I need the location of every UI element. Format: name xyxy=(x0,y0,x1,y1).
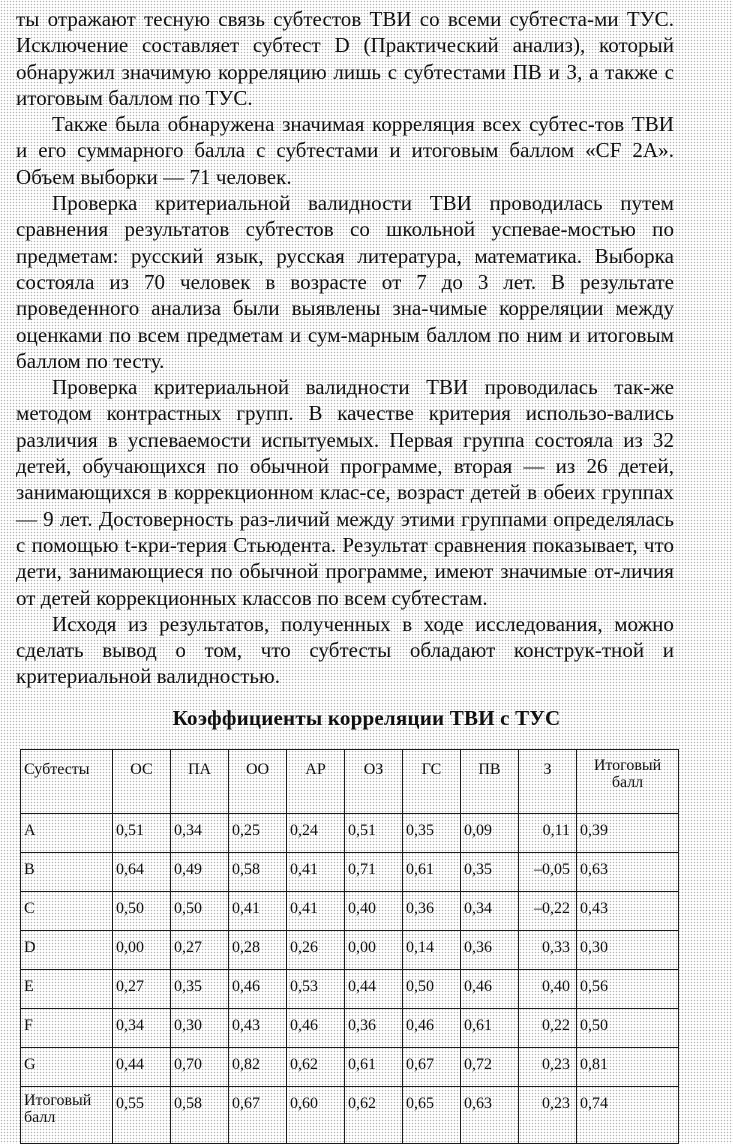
value-cell: 0,81 xyxy=(577,1048,679,1087)
row-label-cell: E xyxy=(21,970,113,1009)
header-cell-total: Итоговый балл xyxy=(577,750,679,814)
value-cell: 0,28 xyxy=(229,931,287,970)
value-cell: 0,41 xyxy=(287,892,345,931)
row-label-cell: G xyxy=(21,1048,113,1087)
value-cell: 0,61 xyxy=(403,853,461,892)
value-cell: 0,62 xyxy=(345,1087,403,1144)
table-header-row xyxy=(21,750,679,814)
value-cell: 0,24 xyxy=(287,814,345,853)
paragraph-4: Проверка критериальной валидности ТВИ проводилась так-же методом контрастных групп. В качестве критерия использо-вались различия в успеваемости испытуемых. Первая группа состояла из 32 детей, обучающихся по обычной программе, вторая — из 26 детей, занимающихся в коррекционном клас-се, возраст детей в обеих группах — 9 лет. Достоверность раз-личий между этими группами определялась с помощью t-кри-терия Стьюдента. Результат сравнения показывает, что дети, занимающиеся по обычной программе, имеют значимые от-личия от детей коррекционных классов по всем субтестам. xyxy=(16,375,674,610)
row-label-cell: D xyxy=(21,931,113,970)
table-row xyxy=(21,931,679,970)
value-cell: 0,53 xyxy=(287,970,345,1009)
value-cell: 0,09 xyxy=(461,814,519,853)
value-cell: 0,55 xyxy=(113,1087,171,1144)
value-cell: 0,46 xyxy=(287,1009,345,1048)
row-label-cell: A xyxy=(21,814,113,853)
value-cell: 0,49 xyxy=(171,853,229,892)
value-cell: –0,22 xyxy=(519,892,577,931)
value-cell: 0,58 xyxy=(229,853,287,892)
value-cell: 0,22 xyxy=(519,1009,577,1048)
value-cell: 0,41 xyxy=(229,892,287,931)
value-cell: 0,00 xyxy=(113,931,171,970)
value-cell: 0,11 xyxy=(519,814,577,853)
header-cell-os: ОС xyxy=(113,750,171,814)
value-cell: 0,46 xyxy=(461,970,519,1009)
value-cell: 0,43 xyxy=(577,892,679,931)
header-cell-z: З xyxy=(519,750,577,814)
value-cell: 0,40 xyxy=(519,970,577,1009)
value-cell: 0,58 xyxy=(171,1087,229,1144)
value-cell: 0,39 xyxy=(577,814,679,853)
value-cell: 0,35 xyxy=(171,970,229,1009)
table-row xyxy=(21,814,679,853)
value-cell: 0,35 xyxy=(461,853,519,892)
table-row xyxy=(21,853,679,892)
header-cell-pv: ПВ xyxy=(461,750,519,814)
table-body xyxy=(21,814,679,1144)
value-cell: 0,23 xyxy=(519,1048,577,1087)
paragraph-2: Также была обнаружена значимая корреляция всех субтес-тов ТВИ и его суммарного балла с субтестами и итоговым баллом «CF 2A». Объем выборки — 71 человек. xyxy=(16,112,674,189)
value-cell: 0,36 xyxy=(403,892,461,931)
value-cell: 0,46 xyxy=(403,1009,461,1048)
value-cell: 0,51 xyxy=(345,814,403,853)
value-cell: 0,34 xyxy=(461,892,519,931)
table-row xyxy=(21,970,679,1009)
value-cell: 0,25 xyxy=(229,814,287,853)
value-cell: 0,27 xyxy=(171,931,229,970)
value-cell: 0,44 xyxy=(345,970,403,1009)
value-cell: 0,40 xyxy=(345,892,403,931)
paragraph-3: Проверка критериальной валидности ТВИ проводилась путем сравнения результатов субтестов со школьной успевае-мостью по предметам: русский язык, русская литература, математика. Выборка состояла из 70 человек в возрасте от 7 до 3 лет. В результате проведенного анализа были выявлены зна-чимые корреляции между оценками по всем предметам и сум-марным баллом по ним и итоговым баллом по тесту. xyxy=(16,191,674,373)
value-cell: 0,61 xyxy=(461,1009,519,1048)
value-cell: 0,70 xyxy=(171,1048,229,1087)
value-cell: 0,41 xyxy=(287,853,345,892)
value-cell: 0,14 xyxy=(403,931,461,970)
header-cell-subtests: Субтесты xyxy=(21,750,113,814)
value-cell: 0,34 xyxy=(113,1009,171,1048)
row-label-cell: C xyxy=(21,892,113,931)
value-cell: 0,00 xyxy=(345,931,403,970)
value-cell: 0,33 xyxy=(519,931,577,970)
table-row xyxy=(21,1009,679,1048)
value-cell: 0,63 xyxy=(577,853,679,892)
paragraph-1: ты отражают тесную связь субтестов ТВИ со всеми субтеста-ми ТУС. Исключение составляет субтест D (Практический анализ), который обнаружил значимую корреляцию лишь с субтестами ПВ и З, а также с итоговым баллом по ТУС. xyxy=(16,7,674,110)
correlation-table xyxy=(20,749,679,1144)
table-row xyxy=(21,1087,679,1144)
value-cell: 0,50 xyxy=(171,892,229,931)
value-cell: 0,30 xyxy=(171,1009,229,1048)
value-cell: 0,65 xyxy=(403,1087,461,1144)
value-cell: 0,27 xyxy=(113,970,171,1009)
value-cell: 0,67 xyxy=(229,1087,287,1144)
table-title: Коэффициенты корреляции ТВИ с ТУС xyxy=(172,706,561,730)
value-cell: 0,61 xyxy=(345,1048,403,1087)
row-label-cell: Итоговый балл xyxy=(21,1087,113,1144)
value-cell: 0,67 xyxy=(403,1048,461,1087)
value-cell: 0,43 xyxy=(229,1009,287,1048)
header-cell-gs: ГС xyxy=(403,750,461,814)
value-cell: 0,35 xyxy=(403,814,461,853)
value-cell: 0,71 xyxy=(345,853,403,892)
table-row xyxy=(21,1048,679,1087)
value-cell: 0,30 xyxy=(577,931,679,970)
value-cell: 0,50 xyxy=(403,970,461,1009)
header-cell-oz: ОЗ xyxy=(345,750,403,814)
value-cell: 0,50 xyxy=(577,1009,679,1048)
value-cell: 0,23 xyxy=(519,1087,577,1144)
value-cell: 0,50 xyxy=(113,892,171,931)
row-label-cell: B xyxy=(21,853,113,892)
row-label-cell: F xyxy=(21,1009,113,1048)
value-cell: –0,05 xyxy=(519,853,577,892)
header-cell-ar: АР xyxy=(287,750,345,814)
body-text xyxy=(16,6,674,690)
value-cell: 0,26 xyxy=(287,931,345,970)
header-cell-oo: ОО xyxy=(229,750,287,814)
paragraph-5: Исходя из результатов, полученных в ходе исследования, можно сделать вывод о том, что субтесты обладают конструк-тной и критериальной валидностью. xyxy=(16,611,674,689)
value-cell: 0,34 xyxy=(171,814,229,853)
value-cell: 0,44 xyxy=(113,1048,171,1087)
correlation-table-container xyxy=(20,749,678,1144)
value-cell: 0,64 xyxy=(113,853,171,892)
header-cell-pa: ПА xyxy=(171,750,229,814)
table-row xyxy=(21,892,679,931)
value-cell: 0,60 xyxy=(287,1087,345,1144)
value-cell: 0,46 xyxy=(229,970,287,1009)
value-cell: 0,74 xyxy=(577,1087,679,1144)
value-cell: 0,72 xyxy=(461,1048,519,1087)
value-cell: 0,82 xyxy=(229,1048,287,1087)
value-cell: 0,51 xyxy=(113,814,171,853)
value-cell: 0,56 xyxy=(577,970,679,1009)
value-cell: 0,63 xyxy=(461,1087,519,1144)
value-cell: 0,36 xyxy=(345,1009,403,1048)
value-cell: 0,36 xyxy=(461,931,519,970)
value-cell: 0,62 xyxy=(287,1048,345,1087)
